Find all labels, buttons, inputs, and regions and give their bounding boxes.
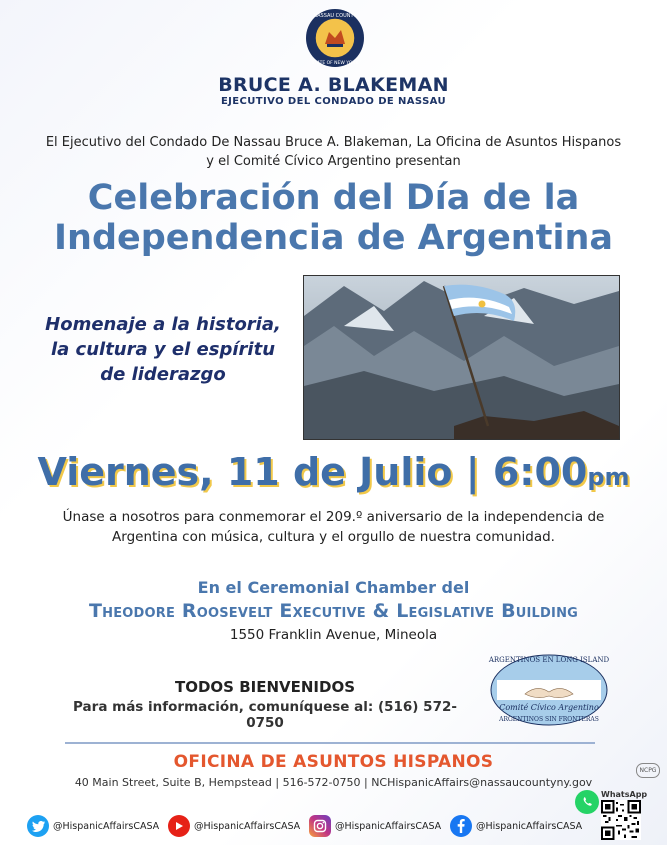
contact-info-text: Para más información, comuníquese al: (516) 572-0750	[73, 699, 457, 731]
invitation-line-2: Argentina con música, cultura y el orgullo de nuestra comunidad.	[112, 529, 555, 545]
event-title	[0, 178, 667, 258]
office-name: OFICINA DE ASUNTOS HISPANOS	[173, 752, 494, 772]
twitter-icon	[27, 815, 49, 837]
youtube-icon	[168, 815, 190, 837]
welcome-heading: TODOS BIENVENIDOS	[174, 678, 356, 696]
facebook-handle: @HispanicAffairsCASA	[476, 820, 583, 832]
youtube-handle: @HispanicAffairsCASA	[194, 820, 301, 832]
argentina-flag-mountains-photo	[303, 275, 620, 440]
event-title-line-1: Celebración del Día de la	[87, 178, 580, 218]
venue-address: 1550 Franklin Avenue, Mineola	[229, 627, 438, 643]
venue-building: Theodore Roosevelt Executive & Legislative Building	[88, 600, 579, 622]
instagram-icon	[309, 815, 331, 837]
whatsapp-label: WhatsApp	[601, 790, 648, 799]
office-contact-line: 40 Main Street, Suite B, Hempstead | 516-572-0750 | NCHispanicAffairs@nassaucountyny.gov	[74, 776, 593, 789]
presenters-text	[0, 133, 667, 171]
event-ampm: pm	[587, 463, 630, 491]
nassau-county-seal	[305, 8, 365, 68]
whatsapp-icon	[575, 790, 599, 814]
invitation-text	[0, 507, 667, 547]
social-youtube[interactable]	[168, 814, 300, 838]
tagline-line-3: de liderazgo	[100, 364, 226, 385]
ncpg-badge: NCPG	[636, 763, 660, 778]
event-date: Viernes, 11 de Julio | 6:00	[37, 450, 588, 494]
event-date-time	[0, 450, 667, 494]
social-twitter[interactable]	[27, 814, 159, 838]
seal-bottom-text: STATE OF NEW YORK	[311, 61, 359, 66]
presenters-line-1: El Ejecutivo del Condado De Nassau Bruce A. Blakeman, La Oficina de Asuntos Hispanos	[45, 135, 622, 150]
facebook-icon	[450, 815, 472, 837]
logo-bottom-text: ARGENTINOS SIN FRONTERAS	[499, 716, 599, 723]
social-facebook[interactable]	[450, 814, 582, 838]
twitter-handle: @HispanicAffairsCASA	[53, 820, 160, 832]
footer-divider	[65, 742, 595, 744]
venue-intro: En el Ceremonial Chamber del	[197, 578, 470, 597]
instagram-handle: @HispanicAffairsCASA	[335, 820, 442, 832]
social-instagram[interactable]	[309, 814, 441, 838]
county-executive-name: BRUCE A. BLAKEMAN	[218, 74, 449, 96]
event-title-line-2: Independencia de Argentina	[54, 218, 613, 258]
tagline-line-2: la cultura y el espíritu	[50, 339, 276, 360]
presenters-line-2: y el Comité Cívico Argentino presentan	[206, 154, 461, 169]
county-executive-office: EJECUTIVO DEL CONDADO DE NASSAU	[220, 96, 447, 107]
invitation-line-1: Únase a nosotros para conmemorar el 209.º aniversario de la independencia de	[62, 509, 605, 525]
comite-civico-argentino-logo	[485, 648, 613, 730]
tagline	[28, 312, 298, 387]
seal-top-text: NASSAU COUNTY	[313, 13, 357, 19]
whatsapp-qr-code[interactable]	[601, 800, 641, 840]
logo-name-text: Comité Cívico Argentino	[499, 703, 599, 712]
tagline-line-1: Homenaje a la historia,	[45, 314, 281, 335]
logo-top-text: ARGENTINOS EN LONG ISLAND	[488, 656, 610, 664]
